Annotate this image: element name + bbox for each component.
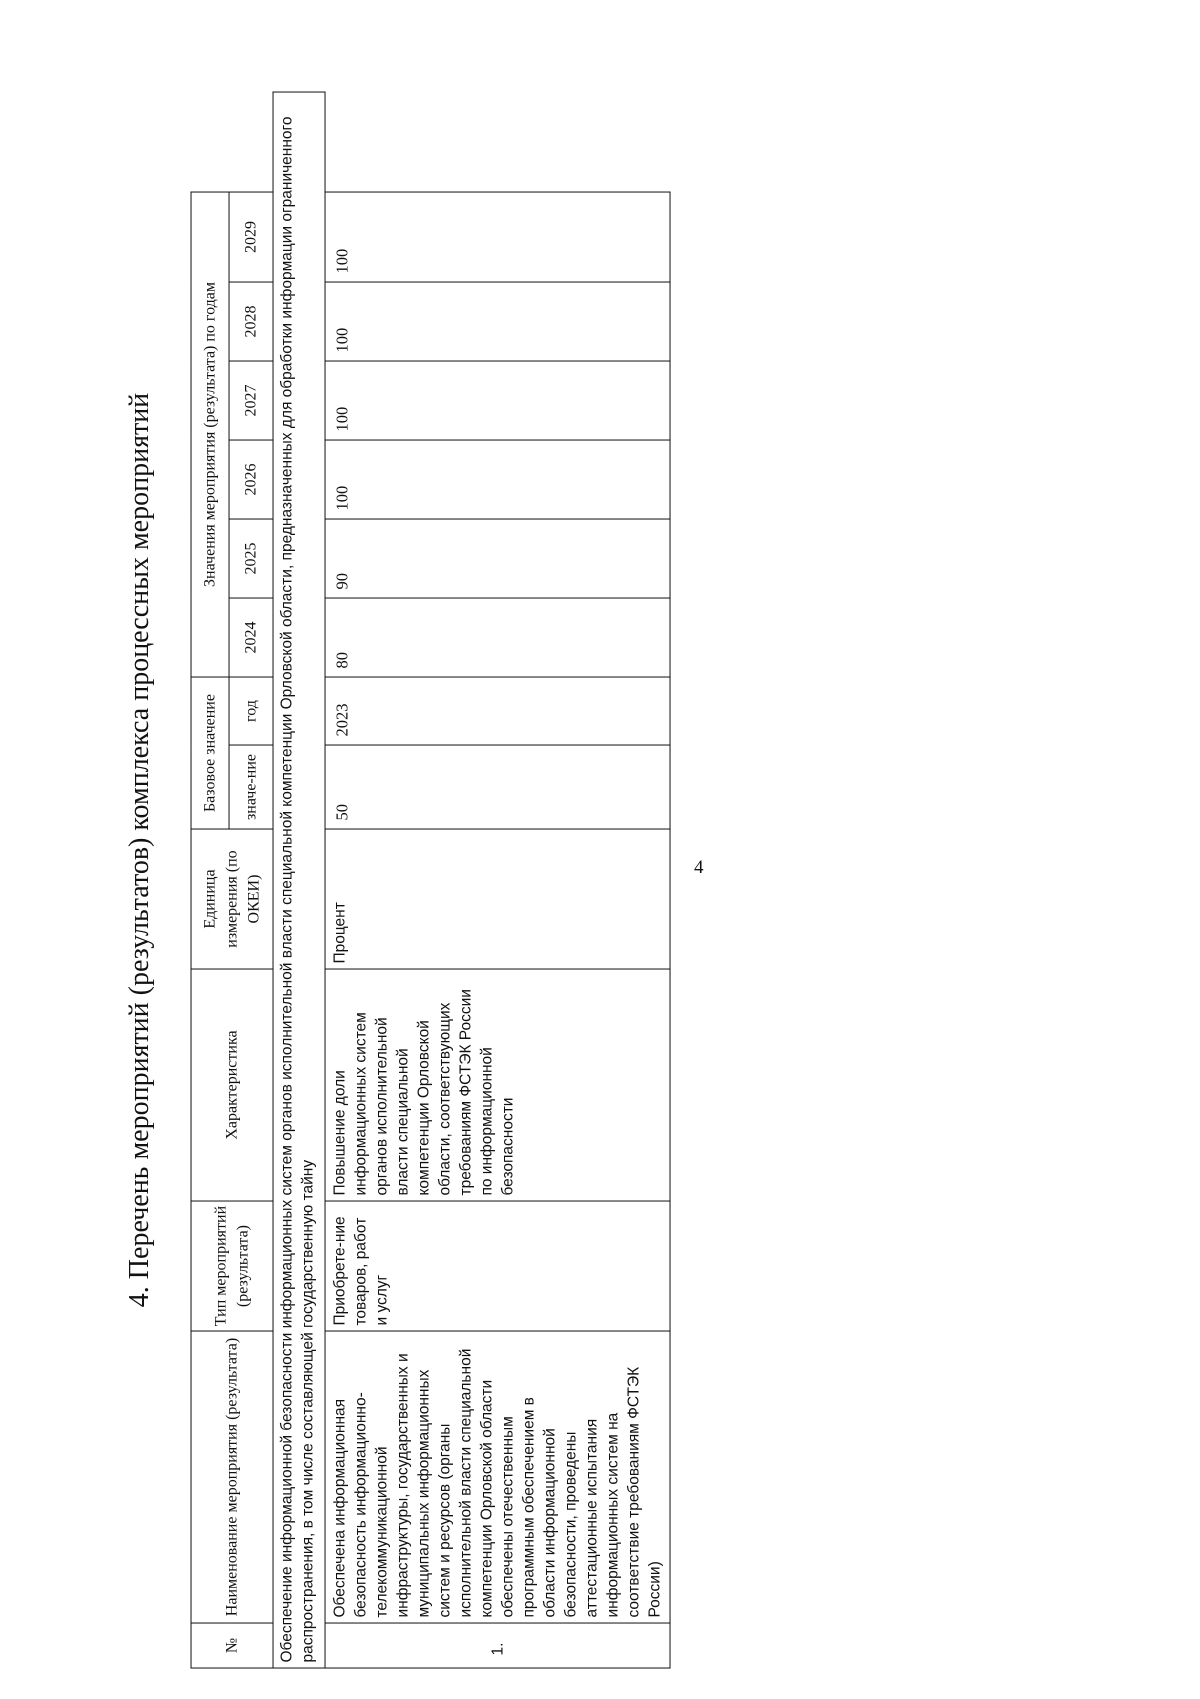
header-year-2027: 2027 — [229, 361, 273, 440]
header-type: Тип мероприятий (результата) — [191, 1201, 273, 1331]
header-blank — [191, 91, 229, 191]
header-base-value: значе-ние — [229, 745, 273, 829]
header-name: Наименование мероприятия (результата) — [191, 1331, 273, 1623]
row-type: Приобрете-ние товаров, работ и услуг — [325, 1201, 670, 1331]
header-characteristic: Характеристика — [191, 969, 273, 1201]
header-blank-2 — [229, 91, 273, 191]
row-blank — [325, 91, 670, 191]
document-title: 4. Перечень мероприятий (результатов) комплекса процессных мероприятий — [124, 392, 155, 1308]
header-base-year: год — [229, 677, 273, 745]
header-year-2028: 2028 — [229, 282, 273, 361]
row-unit: Процент — [325, 829, 670, 969]
row-value-2029: 100 — [325, 191, 670, 281]
header-base-group: Базовое значение — [191, 677, 229, 829]
header-row-top — [191, 91, 229, 1667]
section-title: Обеспечение информационной безопасности информационных систем органов исполнительной власти специальной компетенции Орловской области, предназначенных для обработки информации ограниченного распространения, в том числе составляющей государственную тайну — [273, 91, 325, 1667]
header-num: № — [191, 1623, 273, 1668]
row-value-2027: 100 — [325, 361, 670, 440]
table-row — [325, 91, 670, 1667]
header-unit: Единица измерения (по ОКЕИ) — [191, 829, 273, 969]
row-value-2028: 100 — [325, 282, 670, 361]
row-num: 1. — [325, 1623, 670, 1668]
row-value-2024: 80 — [325, 598, 670, 677]
header-year-2024: 2024 — [229, 598, 273, 677]
header-year-2026: 2026 — [229, 440, 273, 519]
header-years-group: Значения мероприятия (результата) по годам — [191, 191, 229, 676]
activities-table — [191, 91, 671, 1668]
row-value-2025: 90 — [325, 519, 670, 598]
row-value-2026: 100 — [325, 440, 670, 519]
header-year-2029: 2029 — [229, 191, 273, 281]
row-name: Обеспечена информационная безопасность информационно-телекоммуникационной инфраструктуры, государственных и муниципальных информационных систем и ресурсов (органы исполнительной власти специальной компетенции Орловской области обеспечены отечественным программным обеспечением в области информационной безопасности, проведены аттестационные испытания информационных систем на соответствие требованиям ФСТЭК России) — [325, 1331, 670, 1623]
header-year-2025: 2025 — [229, 519, 273, 598]
page-number: 4 — [694, 857, 704, 878]
row-base-value: 50 — [325, 745, 670, 829]
row-characteristic: Повышение доли информационных систем органов исполнительной власти специальной компетенции Орловской области, соответствующих требованиям ФСТЭК России по информационной безопасности — [325, 969, 670, 1201]
section-row — [273, 91, 325, 1667]
row-base-year: 2023 — [325, 677, 670, 745]
